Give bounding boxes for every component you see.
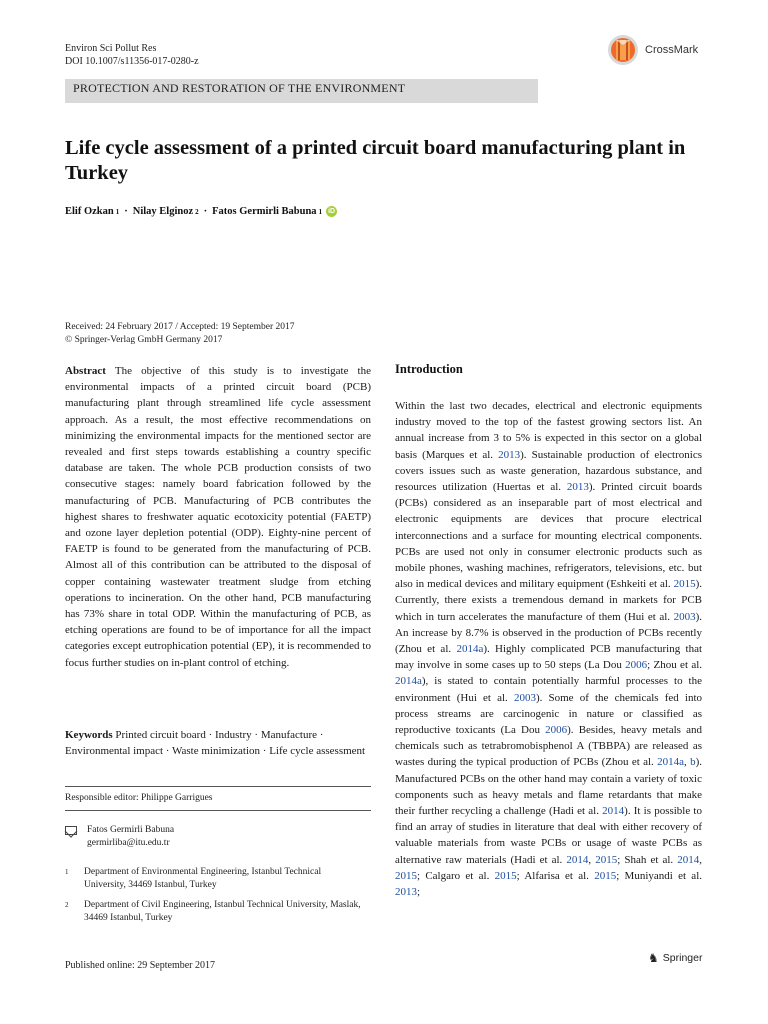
citation-link[interactable]: 2003 [513,691,536,704]
keywords-label: Keywords [65,729,113,741]
publisher-name: Springer [662,952,703,964]
intro-text: ; Alfarisa et al. [516,869,595,882]
affiliation-number: 1 [65,868,69,876]
orcid-icon[interactable]: iD [328,208,336,215]
received-dates [65,321,295,347]
affiliation-marker: 1 [115,207,120,216]
citation-link[interactable]: 2015 [395,869,417,882]
intro-text: , [699,853,702,866]
affiliation-text: Department of Environmental Engineering, Istanbul Technical University, 34469 Istanbul, Turkey [84,867,322,890]
citation-link[interactable]: 2015 [673,578,696,591]
section-banner: PROTECTION AND RESTORATION OF THE ENVIRONMENT [65,79,538,103]
intro-text: ), is stated to contain potentially harmful processes to the environment (Hui et al. [395,675,702,704]
corresponding-name: Fatos Germirli Babuna [87,825,175,835]
abstract-label: Abstract [65,365,106,377]
author-name[interactable]: Fatos Germirli Babuna [212,206,317,217]
intro-text: Within the last two decades, electrical and electronic equipments industry moved to the top of the fastest growing sectors list. An annual increase from 3 to 5% is expected in this sector on a global basis (Marques et al. [395,400,702,461]
citation-link[interactable]: 2003 [673,610,696,623]
intro-text: ). Printed circuit boards (PCBs) considered as an inseparable part of most electrical and electronic equipments are devices that procure electrical interconnections and a surface for mounting electrical components. PCBs are used not only in consumer electronic products such as mobile phones, washing machines, refrigerators, televisions, etc. but also in medical devices and military equipment (Eshkeiti et al. [395,481,702,591]
doi: DOI 10.1007/s11356-017-0280-z [65,56,199,67]
intro-text: , [588,853,596,866]
abstract [65,363,371,671]
affiliation-text: Department of Civil Engineering, Istanbul Technical University, Maslak, 34469 Istanbul, Turkey [84,900,361,923]
received-accepted: Received: 24 February 2017 / Accepted: 19 September 2017 [65,322,295,332]
citation-link[interactable]: 2006 [545,724,568,737]
intro-text: ). Currently, there exists a tremendous demand in markets for PCB which in turn accelerates the manufacture of them (Hui et al. [395,578,702,623]
crossmark-badge[interactable] [607,33,717,67]
citation-link[interactable]: 2006 [625,659,648,672]
citation-link[interactable]: 2013 [498,448,521,461]
intro-text: ). Highly complicated PCB manufacturing that may involve in some cases up to 50 steps (La Dou [395,643,703,672]
section-heading: Introduction [395,362,463,376]
affiliation [65,899,364,925]
citation-link[interactable]: 2014 [566,853,589,866]
footnote-divider [65,810,371,811]
author-separator: · [124,206,128,217]
citation-link[interactable]: 2013 [395,886,417,899]
intro-text: , [684,756,691,769]
intro-text: ; Shah et al. [617,853,678,866]
springer-horse-icon: ♞ [648,951,659,965]
affiliation-marker: 2 [195,207,199,216]
affiliation-number: 2 [65,901,69,909]
corresponding-email[interactable]: germirliba@itu.edu.tr [87,838,170,848]
introduction-paragraph [395,398,702,900]
citation-link[interactable]: 2015 [594,869,617,882]
responsible-editor: Responsible editor: Philippe Garrigues [65,793,213,803]
intro-text: ). Some of the chemicals fed into process streams are carcinogenic in nature or classified as reproductive toxicants (La Dou [395,691,702,737]
corresponding-author [65,824,174,850]
intro-text: ; Calgaro et al. [417,869,495,882]
journal-name: Environ Sci Pollut Res [65,43,157,54]
author-name[interactable]: Elif Ozkan [65,206,114,217]
citation-link[interactable]: 2015 [595,853,618,866]
citation-link[interactable]: b [690,756,696,769]
intro-text: ). Besides, heavy metals and chemicals such as tetrabromobisphenol A (TBBPA) are released as wastes during the typical production of PCBs (Zhou et al. [395,724,702,769]
author-separator: · [203,206,208,217]
published-date: Published online: 29 September 2017 [65,960,215,971]
envelope-icon [65,826,77,835]
author-list [65,206,337,217]
intro-text: ; [417,886,421,899]
intro-text: ). Sustainable production of electronics covers issues such as waste generation, hazardous substance, and resources utilization (Huertas et al. [395,448,702,494]
citation-link[interactable]: 2014 [602,805,625,818]
article-title: Life cycle assessment of a printed circuit board manufacturing plant in Turkey [65,137,686,184]
citation-link[interactable]: 2014 [677,853,700,866]
affiliation [65,866,364,892]
intro-text: ; Zhou et al. [647,659,703,672]
citation-link[interactable]: 2013 [566,481,589,494]
keywords [65,727,371,759]
citation-link[interactable]: 2015 [494,869,517,882]
introduction-body [395,398,702,900]
crossmark-label: CrossMark [645,44,699,56]
intro-text: ). It is possible to find an array of studies in literature that deal with either recovery of valuable materials from waste PCBs or usage of waste PCBs as alternative raw materials (Hadi et al. [395,805,702,866]
abstract-text: The objective of this study is to investigate the environmental impacts of a printed circuit board (PCB) manufacturing plant through streamlined life cycle assessment approach. As a result, the most effective recommendations on minimizing the environmental impacts for the mentioned sector are revealed and first steps towards establishing a country specific database are taken. The whole PCB production consists of two consecutive stages: namely board fabrication followed by the manufacturing of PCB. Manufacturing of PCB contributes the highest shares to freshwater aquatic ecotoxicity potential (FAETP) and ozone layer depletion potential (ODP). Eighty-nine percent of FAETP is found to be generated from the manufacturing of PCB. Almost all of this contribution can be attributed to the disposal of copper containing wastewater treatment sludge from etching operations to incineration. On the other hand, PCB manufacturing has 73% share in total ODP. Within the manufacturing of PCB, as etching operations are found to be of importance for all the impact categories except eutrophication potential (EP), it is recommended to focus further studies on in-plant control of etching. [65,365,372,669]
citation-link[interactable]: 2014a [456,643,484,656]
affiliation-marker: 1 [318,207,323,216]
intro-text: ; Muniyandi et al. [616,869,702,882]
footnote-divider [65,786,371,787]
citation-link[interactable]: 2014a [657,756,684,769]
citation-link[interactable]: 2014a [395,675,422,688]
intro-text: ). Manufactured PCBs on the other hand may contain a variety of toxic components such as heavy metals and flame retardants that make their further recycling a challenge (Hadi et al. [395,756,702,818]
crossmark-icon [607,34,639,66]
copyright: © Springer-Verlag GmbH Germany 2017 [65,335,223,345]
springer-logo [648,951,702,965]
author-name[interactable]: Nilay Elginoz [132,206,194,217]
keywords-text: Printed circuit board · Industry · Manufacture · Environmental impact · Waste minimization · Life cycle assessment [65,729,366,758]
intro-text: ). An increase by 8.7% is observed in the production of PCBs recently (Zhou et al. [395,610,702,656]
